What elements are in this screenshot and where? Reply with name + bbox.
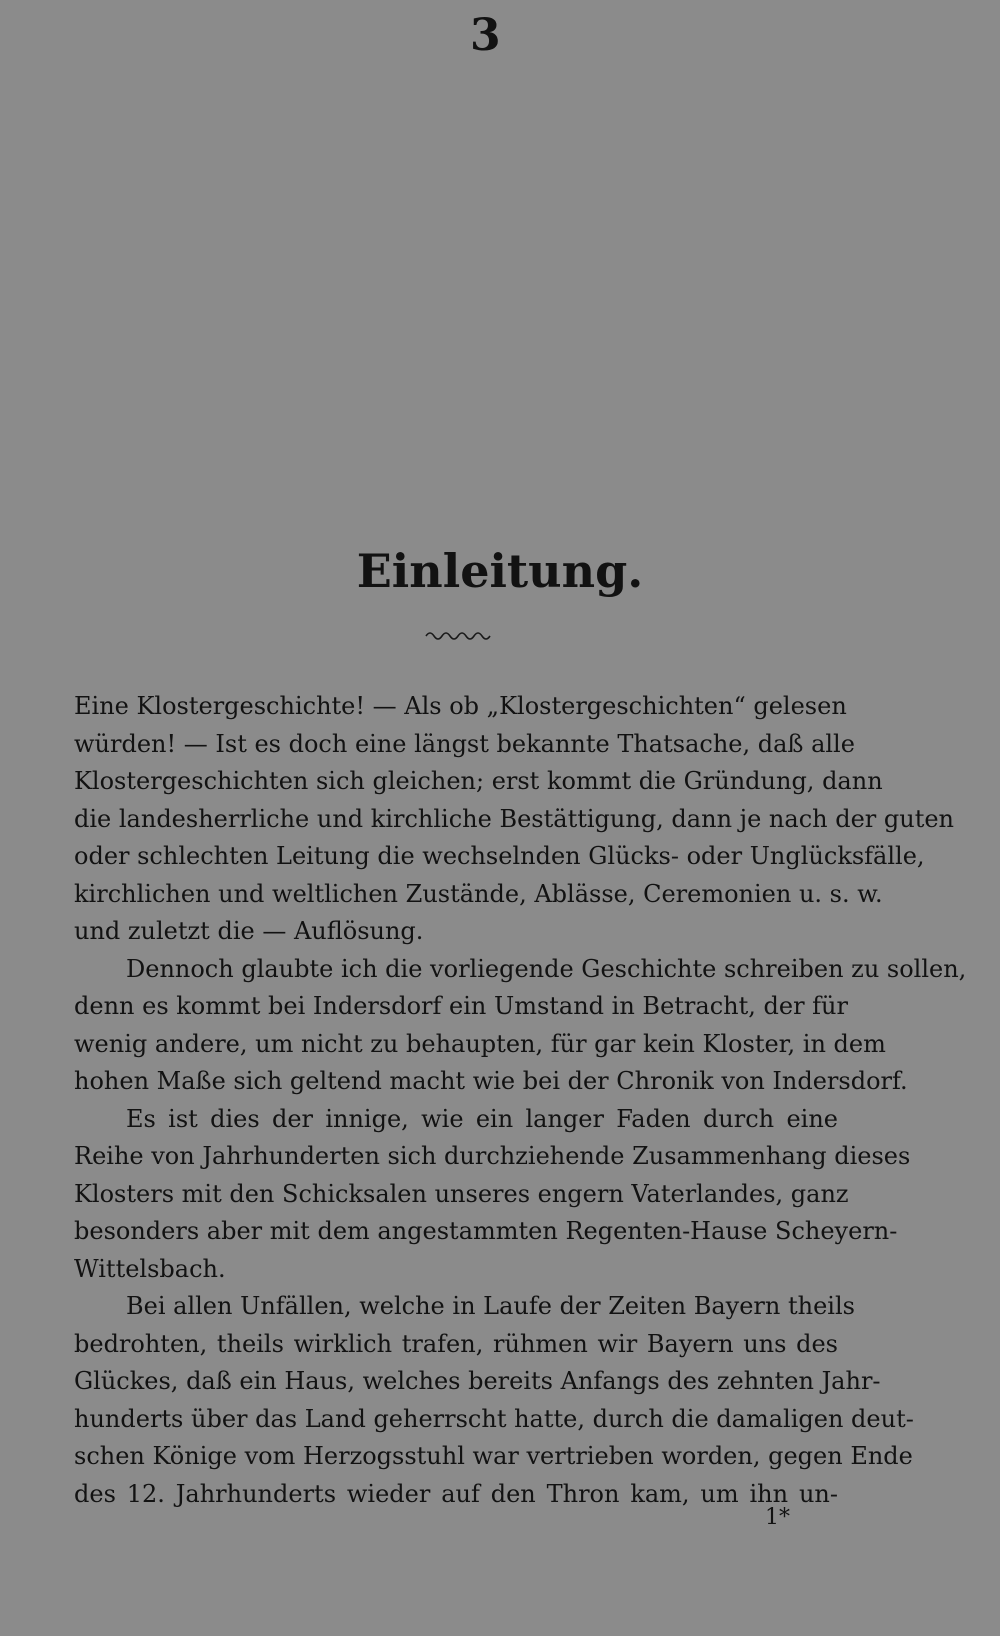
text-line: Es ist dies der innige, wie ein langer Faden durch eine [126, 1104, 838, 1133]
text-line: Glückes, daß ein Haus, welches bereits Anfangs des zehnten Jahr- [74, 1367, 881, 1395]
text-line: Eine Klostergeschichte! — Als ob „Klostergeschichten“ gelesen [74, 692, 847, 720]
text-line: bedrohten, theils wirklich trafen, rühmen wir Bayern uns des [74, 1329, 838, 1358]
text-line: würden! — Ist es doch eine längst bekannte Thatsache, daß alle [74, 729, 855, 758]
text-line: besonders aber mit dem angestammten Regenten-Hause Scheyern- [74, 1217, 898, 1245]
text-line: hunderts über das Land geherrscht hatte, durch die damaligen deut- [74, 1404, 914, 1433]
text-line: wenig andere, um nicht zu behaupten, für gar kein Kloster, in dem [74, 1029, 886, 1058]
text-line: denn es kommt bei Indersdorf ein Umstand in Betracht, der für [74, 992, 848, 1020]
text-line: Klosters mit den Schicksalen unseres engern Vaterlandes, ganz [74, 1179, 849, 1208]
body-text [74, 688, 967, 1513]
text-line: Bei allen Unfällen, welche in Laufe der Zeiten Bayern theils [126, 1292, 855, 1320]
text-line: kirchlichen und weltlichen Zustände, Ablässe, Ceremonien u. s. w. [74, 879, 883, 908]
text-line: oder schlechten Leitung die wechselnden Glücks- oder Unglücksfälle, [74, 842, 925, 870]
text-line: schen Könige vom Herzogsstuhl war vertrieben worden, gegen Ende [74, 1442, 913, 1470]
wavy-divider-ornament [424, 627, 494, 641]
signature-mark: 1* [765, 1505, 790, 1530]
text-line: Reihe von Jahrhunderten sich durchziehende Zusammenhang dieses [74, 1142, 911, 1170]
chapter-title: Einleitung. [356, 544, 644, 598]
text-line: des 12. Jahrhunderts wieder auf den Thron kam, um ihn un- [74, 1479, 838, 1508]
text-line: die landesherrliche und kirchliche Bestättigung, dann je nach der guten [74, 804, 955, 833]
text-line: Dennoch glaubte ich die vorliegende Geschichte schreiben zu sollen, [126, 954, 967, 983]
text-line: Wittelsbach. [74, 1254, 226, 1283]
text-line: und zuletzt die — Auflösung. [74, 917, 424, 945]
page-number: 3 [470, 10, 502, 61]
text-line: hohen Maße sich geltend macht wie bei der Chronik von Indersdorf. [74, 1067, 908, 1095]
text-line: Klostergeschichten sich gleichen; erst kommt die Gründung, dann [74, 767, 883, 795]
